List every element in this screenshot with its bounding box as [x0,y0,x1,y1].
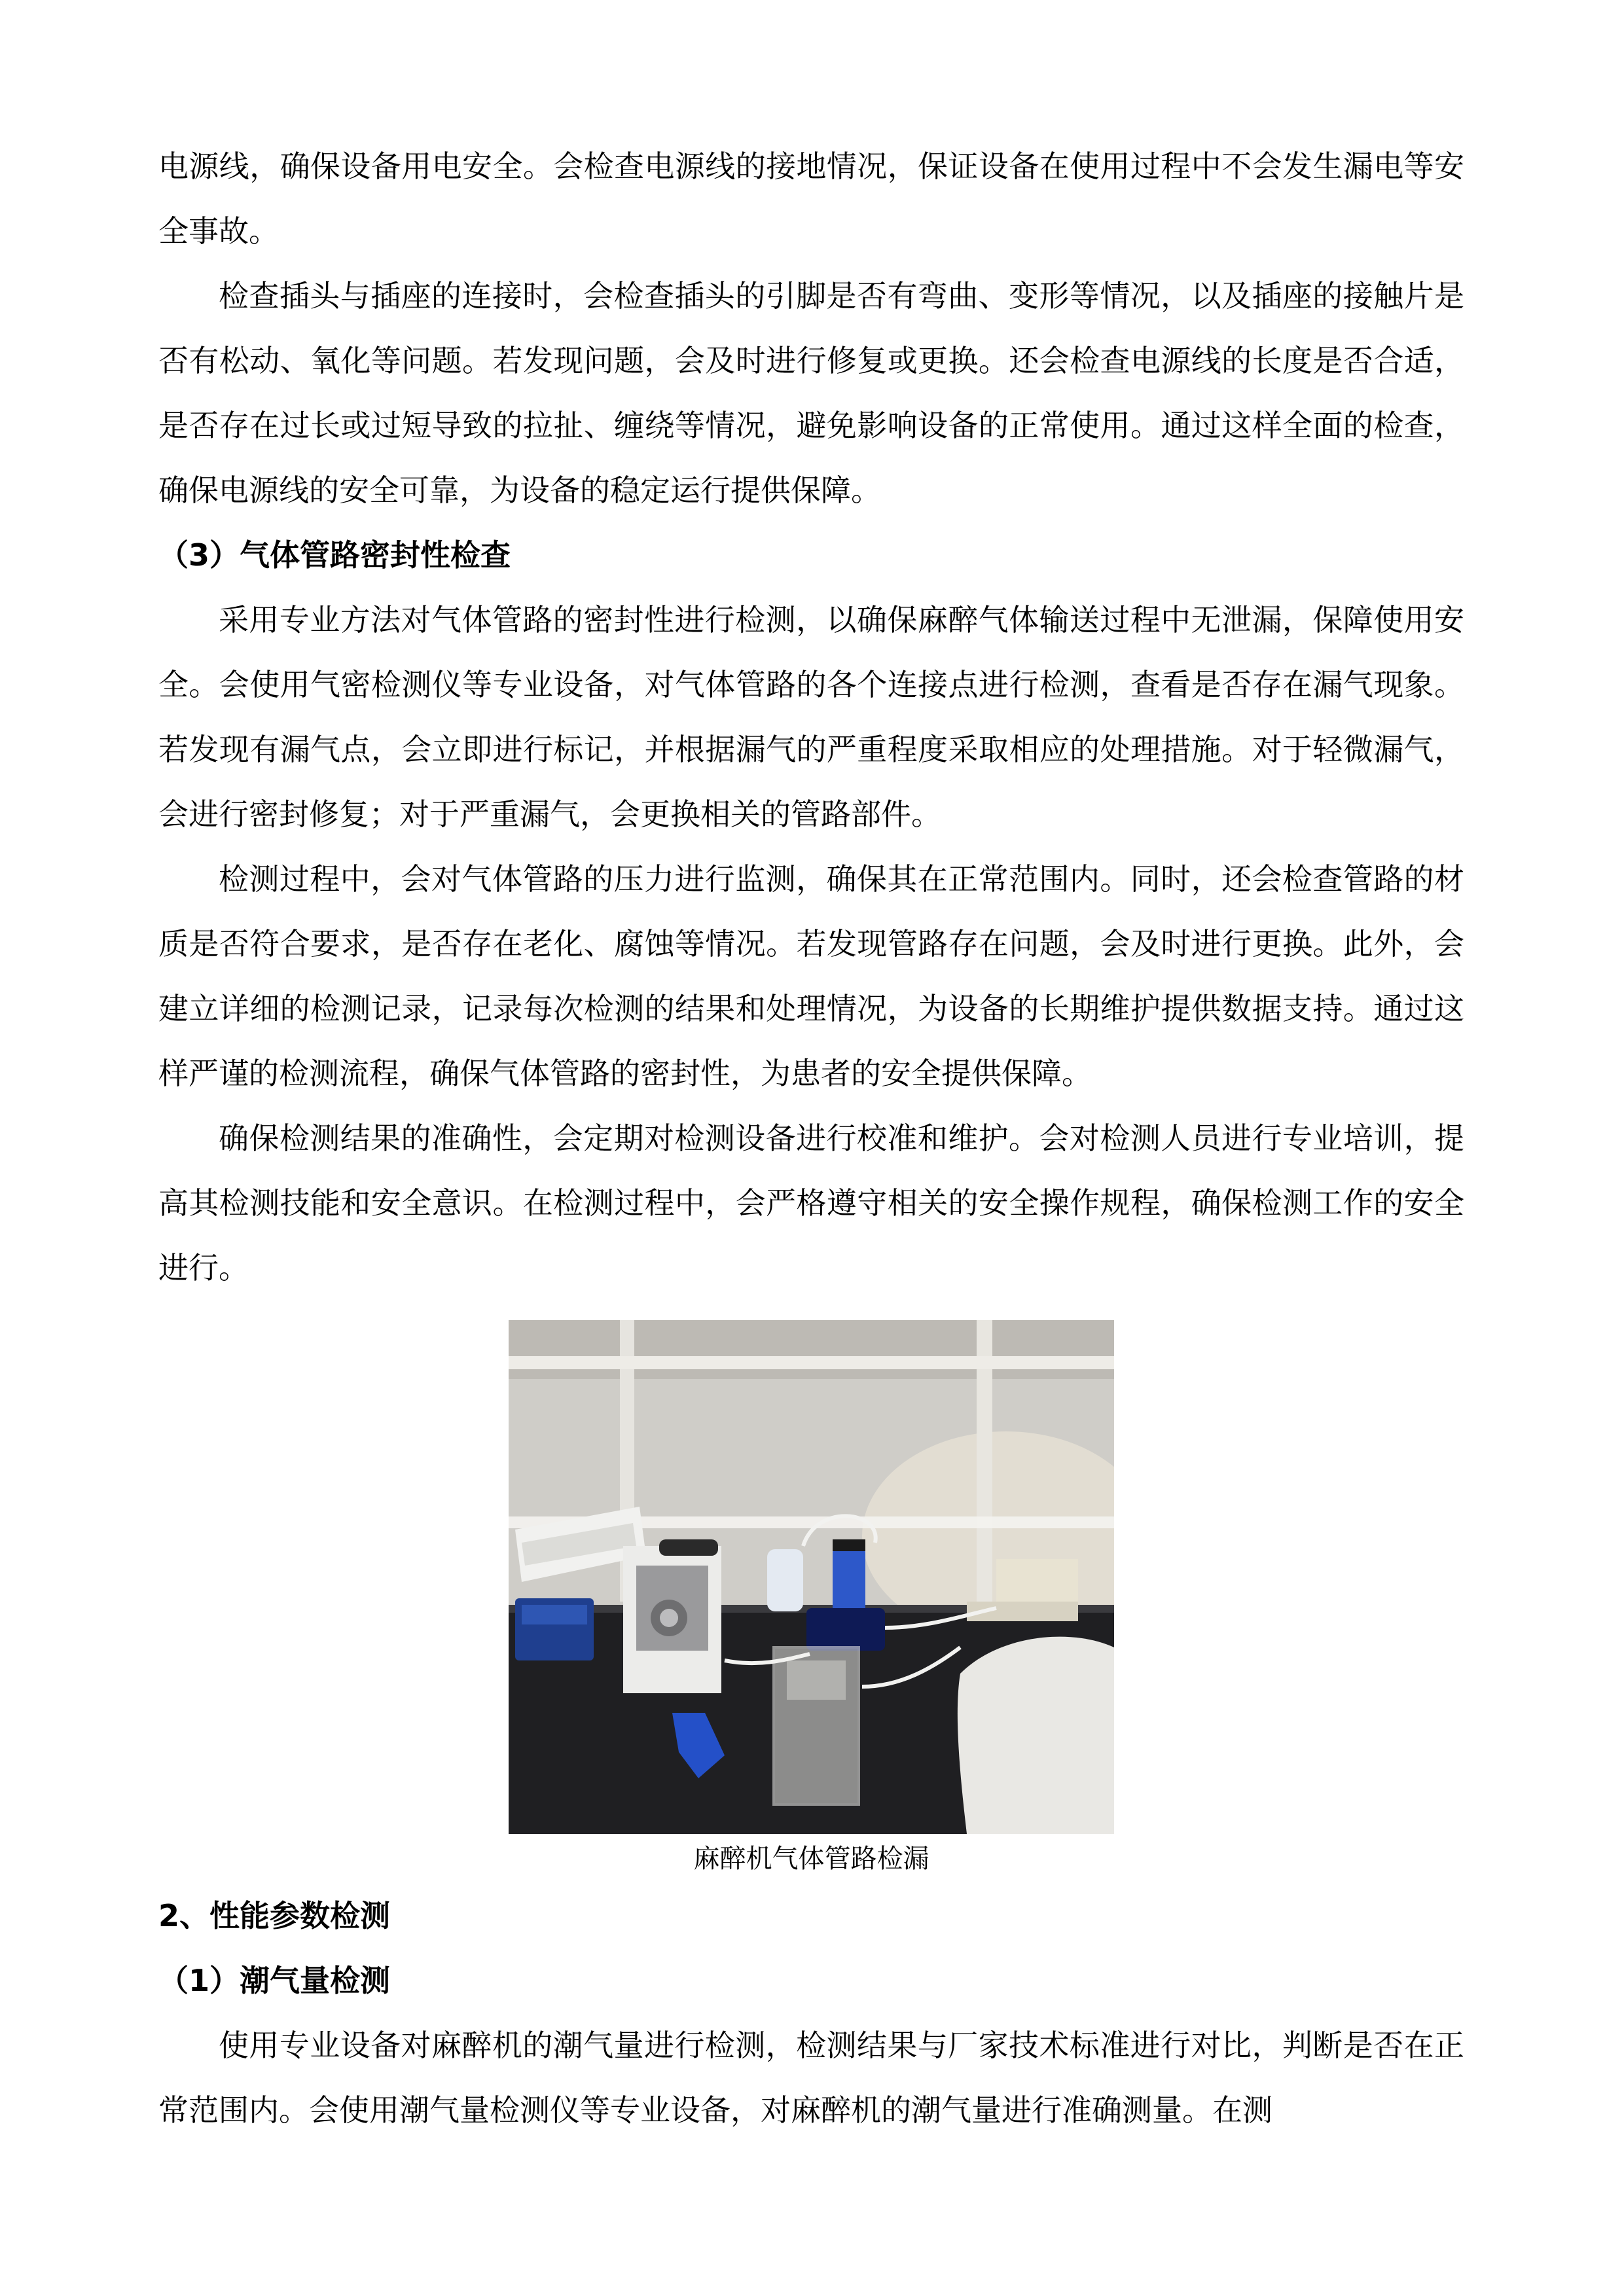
paragraph-plug-check: 检查插头与插座的连接时，会检查插头的引脚是否有弯曲、变形等情况，以及插座的接触片是否有松动、氧化等问题。若发现问题，会及时进行修复或更换。还会检查电源线的长度是否合适，是否存在过长或过短导致的拉扯、缠绕等情况，避免影响设备的正常使用。通过这样全面的检查，确保电源线的安全可靠，为设备的稳定运行提供保障。 [158,278,1464,508]
figure [158,1320,1464,1884]
anesthesia-machine-leak-test-photo [509,1320,1114,1834]
figure-caption: 麻醉机气体管路检漏 [693,1844,929,1874]
heading-tidal-volume: （1）潮气量检测 [158,1963,391,1998]
paragraph-calibration: 确保检测结果的准确性，会定期对检测设备进行校准和维护。会对检测人员进行专业培训，提高其检测技能和安全意识。在检测过程中，会严格遵守相关的安全操作规程，确保检测工作的安全进行。 [158,1121,1464,1285]
photo-illustration [509,1320,1114,1834]
paragraph-pressure-monitor: 检测过程中，会对气体管路的压力进行监测，确保其在正常范围内。同时，还会检查管路的材质是否符合要求，是否存在老化、腐蚀等情况。若发现管路存在问题，会及时进行更换。此外，会建立详细的检测记录，记录每次检测的结果和处理情况，为设备的长期维护提供数据支持。通过这样严谨的检测流程，确保气体管路的密封性，为患者的安全提供保障。 [158,861,1464,1091]
paragraph-continued: 电源线，确保设备用电安全。会检查电源线的接地情况，保证设备在使用过程中不会发生漏电等安全事故。 [158,149,1464,249]
heading-gas-seal-check: （3）气体管路密封性检查 [158,537,511,573]
heading-performance-params: 2、性能参数检测 [158,1898,391,1933]
paragraph-tidal-volume: 使用专业设备对麻醉机的潮气量进行检测，检测结果与厂家技术标准进行对比，判断是否在正常范围内。会使用潮气量检测仪等专业设备，对麻醉机的潮气量进行准确测量。在测 [158,2028,1464,2128]
page-content [158,134,1464,2143]
paragraph-seal-method: 采用专业方法对气体管路的密封性进行检测，以确保麻醉气体输送过程中无泄漏，保障使用安全。会使用气密检测仪等专业设备，对气体管路的各个连接点进行检测，查看是否存在漏气现象。若发现有漏气点，会立即进行标记，并根据漏气的严重程度采取相应的处理措施。对于轻微漏气，会进行密封修复；对于严重漏气，会更换相关的管路部件。 [158,602,1464,832]
